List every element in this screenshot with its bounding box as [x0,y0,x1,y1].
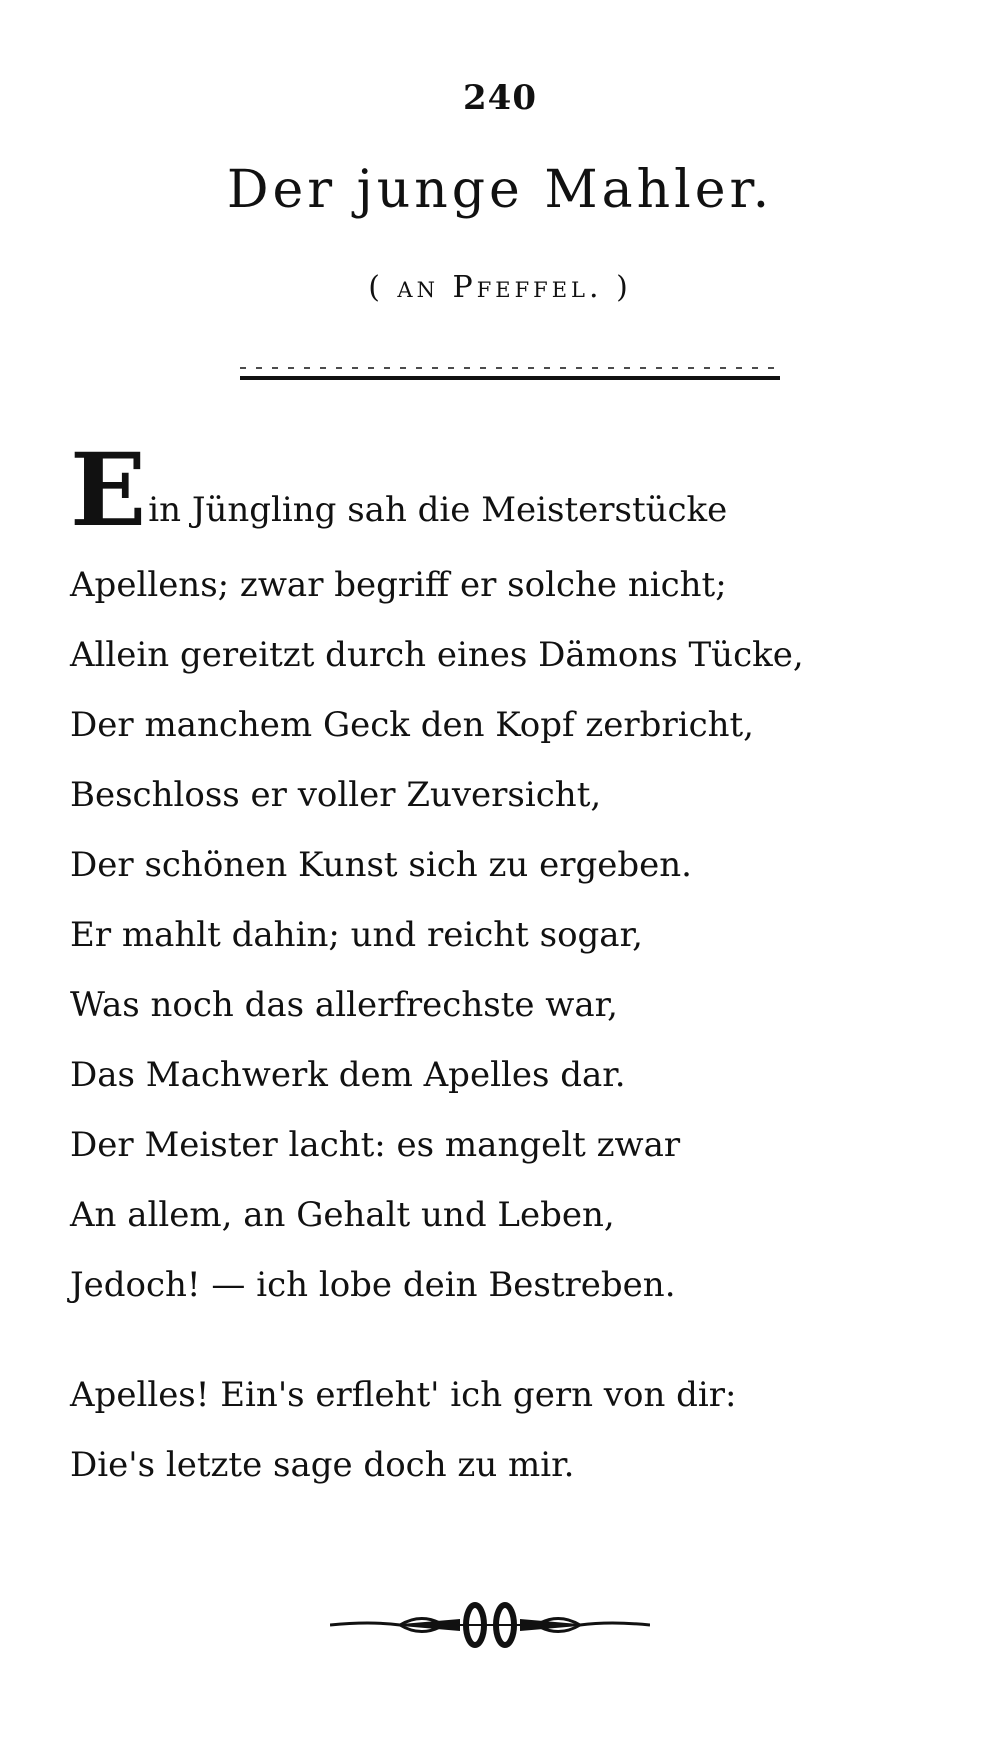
poem-line: Der schönen Kunst sich zu ergeben. [70,845,692,885]
stanza [70,431,950,1320]
end-ornament-icon [330,1595,650,1655]
dedication: ( an Pfeffel. ) [368,270,632,305]
poem-title: Der junge Mahler. [226,160,774,220]
poem-line: Allein gereitzt durch eines Dämons Tücke, [70,635,804,675]
poem-line: Die's letzte sage doch zu mir. [70,1445,575,1485]
poem-body [70,431,950,1500]
poem-line: An allem, an Gehalt und Leben, [70,1195,615,1235]
poem-line: Er mahlt dahin; und reicht sogar, [70,915,643,955]
poem-line: Der manchem Geck den Kopf zerbricht, [70,705,754,745]
title-rule [240,365,780,385]
poem-line: Das Machwerk dem Apelles dar. [70,1055,626,1095]
stanza [70,1360,950,1500]
drop-cap: E [70,431,147,549]
poem-line-text: in Jüngling sah die Meisterstücke [148,490,728,530]
poem-line: Der Meister lacht: es mangelt zwar [70,1125,681,1165]
poem-line: Was noch das allerfrechste war, [70,985,618,1025]
poem-line: Beschloss er voller Zuversicht, [70,775,602,815]
poem-line: Apellens; zwar begriff er solche nicht; [70,565,727,605]
page-number: 240 [463,78,537,118]
poem-line: Jedoch! — ich lobe dein Bestreben. [70,1265,676,1305]
poem-line [70,431,950,550]
poem-line: Apelles! Ein's erfleht' ich gern von dir: [70,1375,737,1415]
